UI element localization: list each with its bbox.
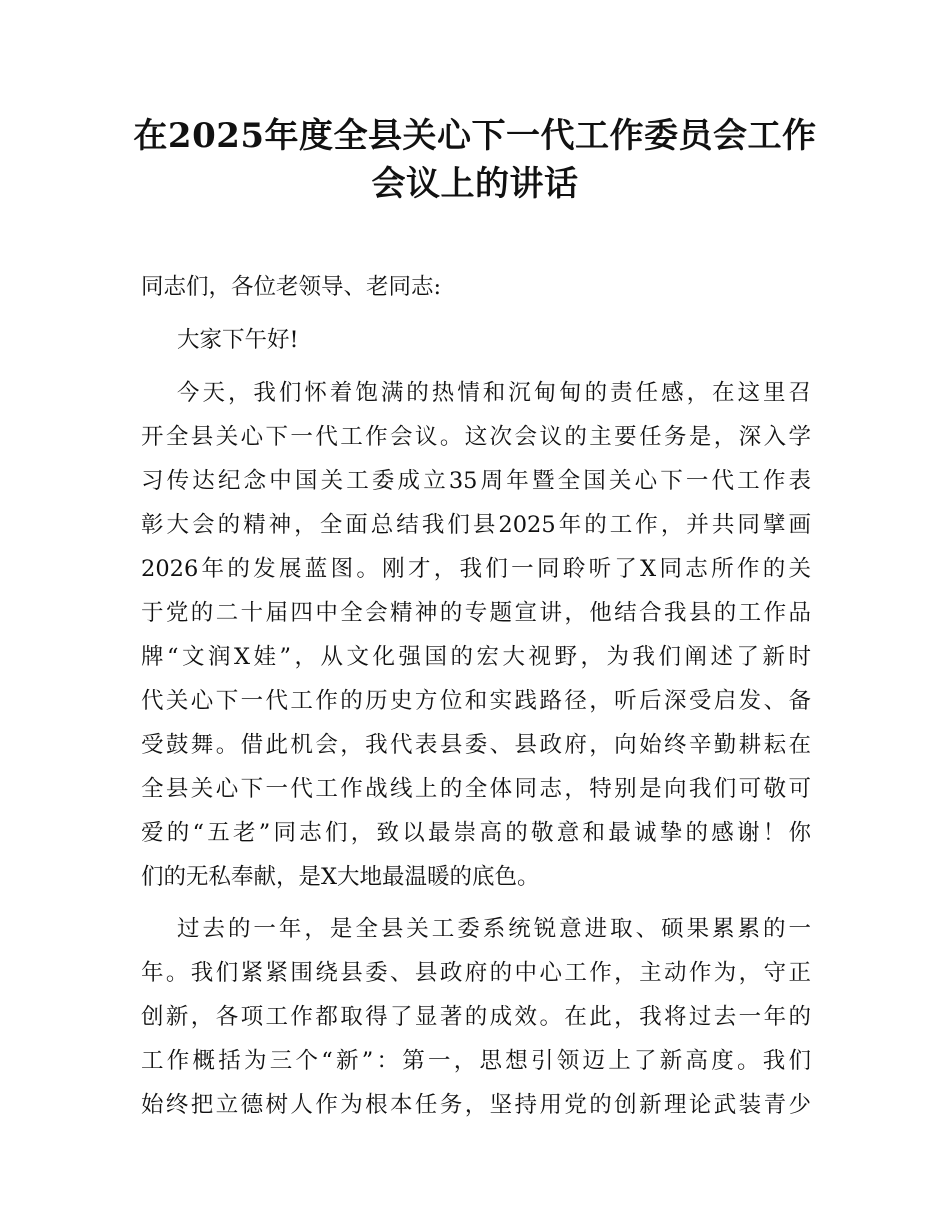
paragraph-1-line: 今天，我们怀着饱满的热情和沉甸甸的责任感，在这里召 bbox=[177, 380, 811, 406]
paragraph-1-line: 们的无私奉献，是X大地最温暖的底色。 bbox=[141, 864, 540, 890]
salutation: 同志们，各位老领导、老同志: bbox=[141, 274, 442, 300]
paragraph-2 bbox=[141, 907, 811, 1127]
paragraph-1-line: 代关心下一代工作的历史方位和实践路径，听后深受启发、备 bbox=[141, 688, 811, 714]
paragraph-1-line: 开全县关心下一代工作会议。这次会议的主要任务是，深入学 bbox=[141, 424, 811, 450]
paragraph-2-line: 始终把立德树人作为根本任务，坚持用党的创新理论武装青少 bbox=[141, 1092, 811, 1118]
greeting: 大家下午好! bbox=[177, 327, 299, 353]
paragraph-1-line: 于党的二十届四中全会精神的专题宣讲，他结合我县的工作品 bbox=[141, 600, 811, 626]
paragraph-2-line: 创新，各项工作都取得了显著的成效。在此，我将过去一年的 bbox=[141, 1004, 811, 1030]
title-line-1: 在2025年度全县关心下一代工作委员会工作 bbox=[133, 116, 817, 156]
paragraph-1-line: 2026年的发展蓝图。刚才，我们一同聆听了X同志所作的关 bbox=[141, 556, 811, 582]
paragraph-1-line: 受鼓舞。借此机会，我代表县委、县政府，向始终辛勤耕耘在 bbox=[141, 732, 811, 758]
paragraph-1-line: 全县关心下一代工作战线上的全体同志，特别是向我们可敬可 bbox=[141, 776, 811, 802]
paragraph-1 bbox=[141, 371, 811, 899]
paragraph-2-line: 工作概括为三个“新”：第一，思想引领迈上了新高度。我们 bbox=[141, 1048, 811, 1074]
paragraph-1-line: 爱的“五老”同志们，致以最崇高的敬意和最诚挚的感谢！你 bbox=[141, 820, 811, 846]
paragraph-1-line: 牌“文润X娃”，从文化强国的宏大视野，为我们阐述了新时 bbox=[141, 644, 811, 670]
document-title bbox=[130, 112, 820, 208]
title-line-2: 会议上的讲话 bbox=[371, 164, 579, 204]
document-body bbox=[141, 265, 811, 1127]
paragraph-1-line: 习传达纪念中国关工委成立35周年暨全国关心下一代工作表 bbox=[141, 468, 811, 494]
paragraph-2-line: 年。我们紧紧围绕县委、县政府的中心工作，主动作为，守正 bbox=[141, 960, 811, 986]
paragraph-2-line: 过去的一年，是全县关工委系统锐意进取、硕果累累的一 bbox=[177, 916, 811, 942]
paragraph-1-line: 彰大会的精神，全面总结我们县2025年的工作，并共同擘画 bbox=[141, 512, 811, 538]
